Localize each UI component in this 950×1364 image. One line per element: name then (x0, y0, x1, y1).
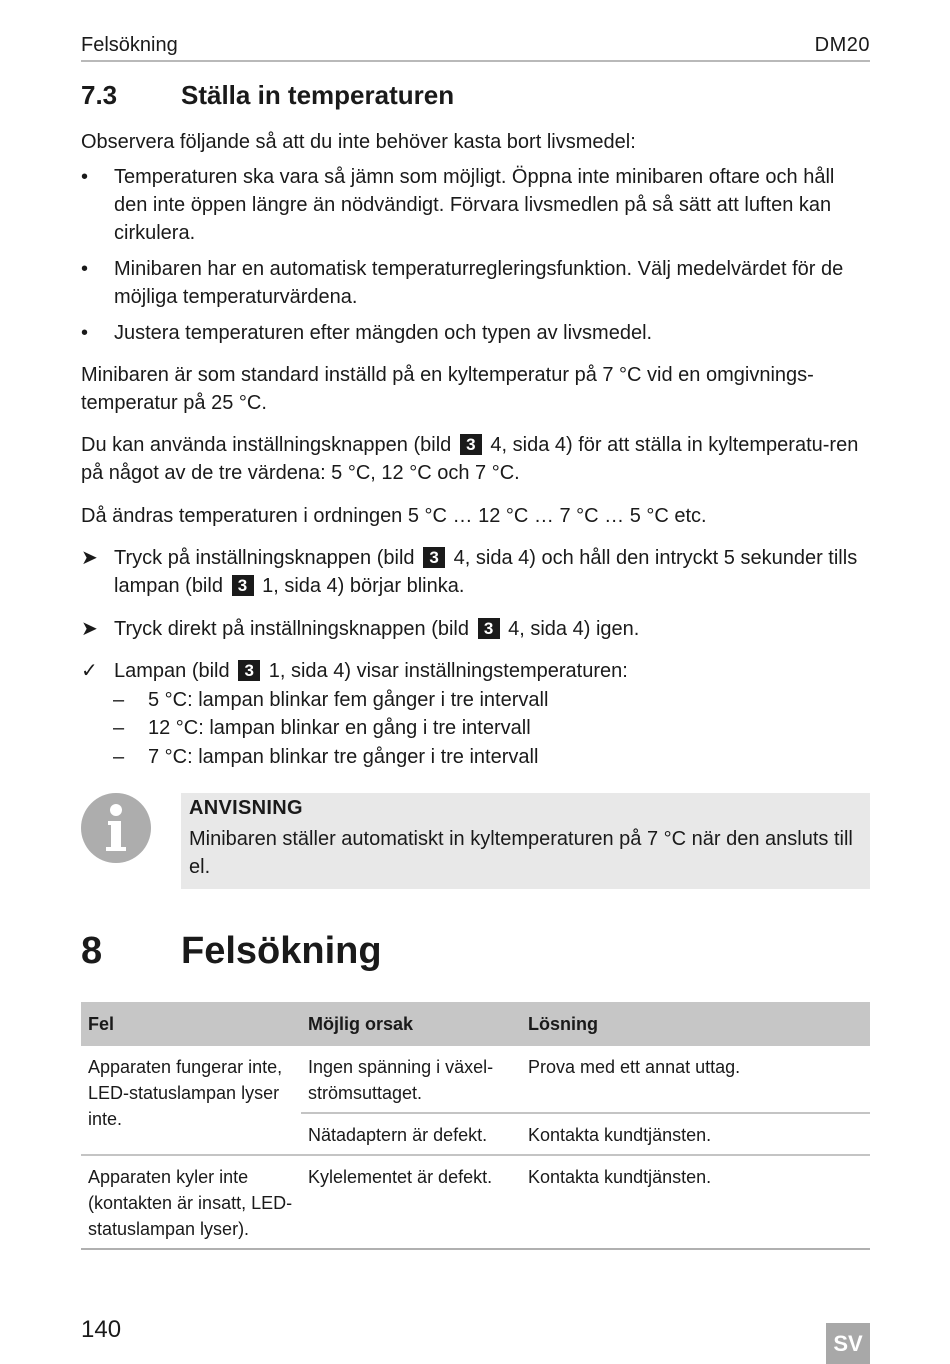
figure-number-badge: 3 (423, 547, 445, 568)
paragraph-text: 4, sida 4) för att ställa in kyltemperatu-ren på något av de tre värdena: 5 °C, 12 °C och 7 °C. (81, 434, 859, 484)
temperature-order-paragraph: Då ändras temperaturen i ordningen 5 °C … 12 °C … 7 °C … 5 °C etc. (81, 505, 707, 527)
result-text-part: 1, sida 4) visar inställningstemperaturen: (268, 660, 628, 682)
setting-button-paragraph (81, 431, 870, 487)
header-model: DM20 (814, 34, 870, 56)
step-text-part: 4, sida 4) och håll den intryckt 5 sekunder tills lampan (bild (114, 547, 858, 597)
header-chapter: Felsökning (81, 34, 178, 56)
figure-number-badge: 3 (460, 434, 482, 455)
table-header-row (81, 1002, 870, 1046)
section-number: 7.3 (81, 80, 118, 110)
cause-cell: Nätadaptern är defekt. (301, 1113, 521, 1155)
column-header-losning: Lösning (521, 1002, 870, 1046)
standard-temperature-paragraph: Minibaren är som standard inställd på en kyltemperatur på 7 °C vid en omgivnings-temperatur på 25 °C. (81, 364, 814, 414)
step-text-part: Tryck direkt på inställningsknappen (bild (114, 618, 469, 640)
column-header-fel: Fel (81, 1002, 301, 1046)
note-text: Minibaren ställer automatiskt in kyltemperaturen på 7 °C när den ansluts till el. (189, 828, 853, 878)
fault-cell: Apparaten fungerar inte, LED-statuslampan lyser inte. (81, 1046, 301, 1155)
intro-paragraph: Observera följande så att du inte behöver kasta bort livsmedel: (81, 131, 636, 153)
step-text (114, 544, 870, 600)
result-step (81, 657, 870, 685)
bullet-mark: • (81, 322, 89, 344)
dash-text: 12 °C: lampan blinkar en gång i tre intervall (148, 717, 531, 739)
step-text-part: 1, sida 4) börjar blinka. (262, 575, 465, 597)
step-text-part: 4, sida 4) igen. (508, 618, 640, 640)
dash-text: 7 °C: lampan blinkar tre gånger i tre intervall (148, 746, 539, 768)
arrow-icon: ➤ (81, 547, 98, 569)
bullet-mark: • (81, 258, 89, 280)
result-text (114, 657, 870, 685)
page-header (81, 32, 870, 62)
bullet-mark: • (81, 166, 89, 188)
dash-list-item (113, 686, 548, 714)
solution-cell: Prova med ett annat uttag. (521, 1046, 870, 1113)
page-number: 140 (81, 1316, 122, 1343)
column-header-orsak: Möjlig orsak (301, 1002, 521, 1046)
cause-cell: Kylelementet är defekt. (301, 1155, 521, 1249)
checkmark-icon: ✓ (81, 660, 98, 682)
instruction-step (81, 615, 870, 643)
arrow-icon: ➤ (81, 618, 98, 640)
bullet-item (81, 163, 870, 247)
chapter-number: 8 (81, 930, 103, 972)
note-heading: ANVISNING (189, 797, 303, 819)
table-row (81, 1155, 870, 1249)
info-icon (81, 793, 151, 863)
fault-cell: Apparaten kyler inte (kontakten är insatt, LED-statuslampan lyser). (81, 1155, 301, 1249)
instruction-step (81, 544, 870, 600)
dash-mark: – (113, 717, 125, 739)
step-text-part: Tryck på inställningsknappen (bild (114, 547, 415, 569)
solution-cell: Kontakta kundtjänsten. (521, 1155, 870, 1249)
table-row (81, 1046, 870, 1113)
bullet-text: Temperaturen ska vara så jämn som möjligt. Öppna inte minibaren oftare och håll den inte öppen längre än nödvändigt. Förvara livsmedlen på så sätt att luften kan cirkulera. (114, 166, 835, 244)
result-text-part: Lampan (bild (114, 660, 230, 682)
figure-number-badge: 3 (238, 660, 260, 681)
dash-mark: – (113, 689, 125, 711)
note-box (181, 793, 870, 889)
dash-mark: – (113, 746, 125, 768)
dash-text: 5 °C: lampan blinkar fem gånger i tre intervall (148, 689, 549, 711)
bullet-text: Minibaren har en automatisk temperaturregleringsfunktion. Välj medelvärdet för de möjliga temperaturvärdena. (114, 258, 844, 308)
section-title: Ställa in temperaturen (181, 80, 455, 110)
figure-number-badge: 3 (478, 618, 500, 639)
cause-cell: Ingen spänning i växel-strömsuttaget. (301, 1046, 521, 1113)
bullet-item (81, 319, 870, 347)
figure-number-badge: 3 (232, 575, 254, 596)
dash-list-item (113, 743, 538, 771)
solution-cell: Kontakta kundtjänsten. (521, 1113, 870, 1155)
bullet-item (81, 255, 870, 311)
dash-list-item (113, 714, 531, 742)
chapter-title: Felsökning (181, 930, 382, 972)
language-badge: SV (826, 1323, 870, 1364)
bullet-text: Justera temperaturen efter mängden och typen av livsmedel. (114, 322, 653, 344)
troubleshooting-table (81, 1002, 870, 1250)
paragraph-text: Du kan använda inställningsknappen (bild (81, 434, 452, 456)
step-text (114, 615, 870, 643)
